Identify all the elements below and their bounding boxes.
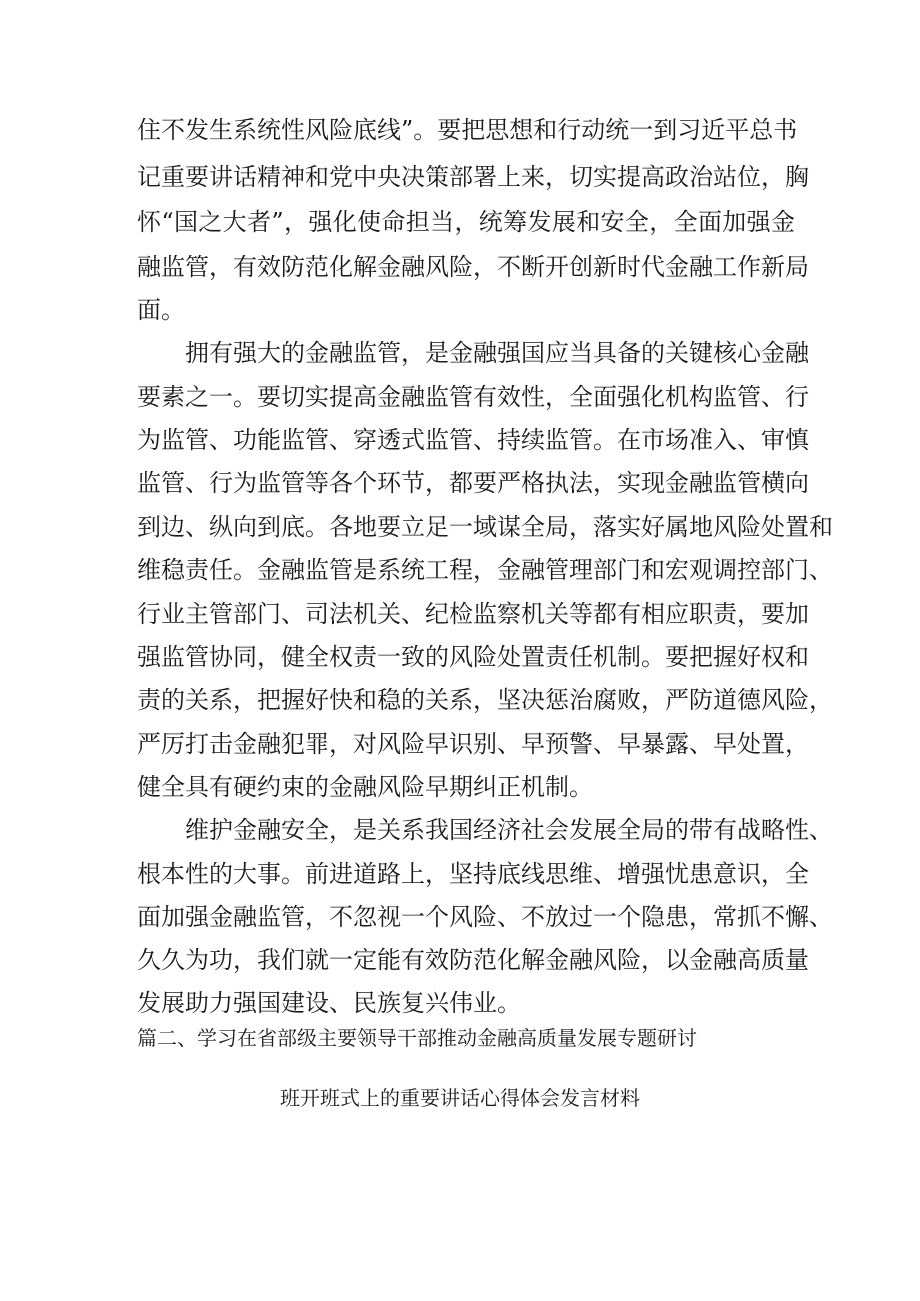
paragraph-2-line: 要素之一。要切实提高金融监管有效性，全面强化机构监管、行: [137, 383, 809, 411]
paragraph-2-line: 责的关系，把握好快和稳的关系，坚决惩治腐败，严防道德风险，: [137, 686, 833, 714]
paragraph-3-line: 根本性的大事。前进道路上，坚持底线思维、增强忧患意识，全: [137, 860, 809, 888]
paragraph-2-line: 健全具有硬约束的金融风险早期纠正机制。: [137, 773, 593, 801]
paragraph-2-line: 到边、纵向到底。各地要立足一域谋全局，落实好属地风险处置和: [137, 513, 833, 541]
paragraph-2-line: 为监管、功能监管、穿透式监管、持续监管。在市场准入、审慎: [137, 426, 809, 454]
paragraph-3-line: 面加强金融监管，不忽视一个风险、不放过一个隐患，常抓不懈、: [137, 903, 833, 931]
paragraph-2-line: 维稳责任。金融监管是系统工程，金融管理部门和宏观调控部门、: [137, 556, 833, 584]
paragraph-3-line: 久久为功，我们就一定能有效防范化解金融风险，以金融高质量: [137, 946, 809, 974]
section-heading: 篇二、学习在省部级主要领导干部推动金融高质量发展专题研讨: [137, 1026, 697, 1050]
paragraph-1-line: 怀“国之大者”，强化使命担当，统筹发展和安全，全面加强金: [137, 208, 795, 236]
paragraph-3-line: 维护金融安全，是关系我国经济社会发展全局的带有战略性、: [185, 816, 833, 844]
paragraph-2-line: 严厉打击金融犯罪，对风险早识别、早预警、早暴露、早处置，: [137, 730, 809, 758]
paragraph-1-line: 融监管，有效防范化解金融风险，不断开创新时代金融工作新局: [137, 253, 809, 281]
paragraph-1-line: 住不发生系统性风险底线”。要把思想和行动统一到习近平总书: [137, 116, 798, 144]
paragraph-2-line: 拥有强大的金融监管，是金融强国应当具备的关键核心金融: [185, 339, 809, 367]
paragraph-2-line: 监管、行为监管等各个环节，都要严格执法，实现金融监管横向: [137, 469, 809, 497]
paragraph-1-line: 记重要讲话精神和党中央决策部署上来，切实提高政治站位，胸: [137, 163, 809, 191]
paragraph-3-line: 发展助力强国建设、民族复兴伟业。: [137, 989, 521, 1017]
paragraph-1-line: 面。: [137, 296, 185, 324]
paragraph-2-line: 强监管协同，健全权责一致的风险处置责任机制。要把握好权和: [137, 643, 809, 671]
paragraph-2-line: 行业主管部门、司法机关、纪检监察机关等都有相应职责，要加: [137, 600, 809, 628]
section-title: 班开班式上的重要讲话心得体会发言材料: [280, 1086, 640, 1110]
